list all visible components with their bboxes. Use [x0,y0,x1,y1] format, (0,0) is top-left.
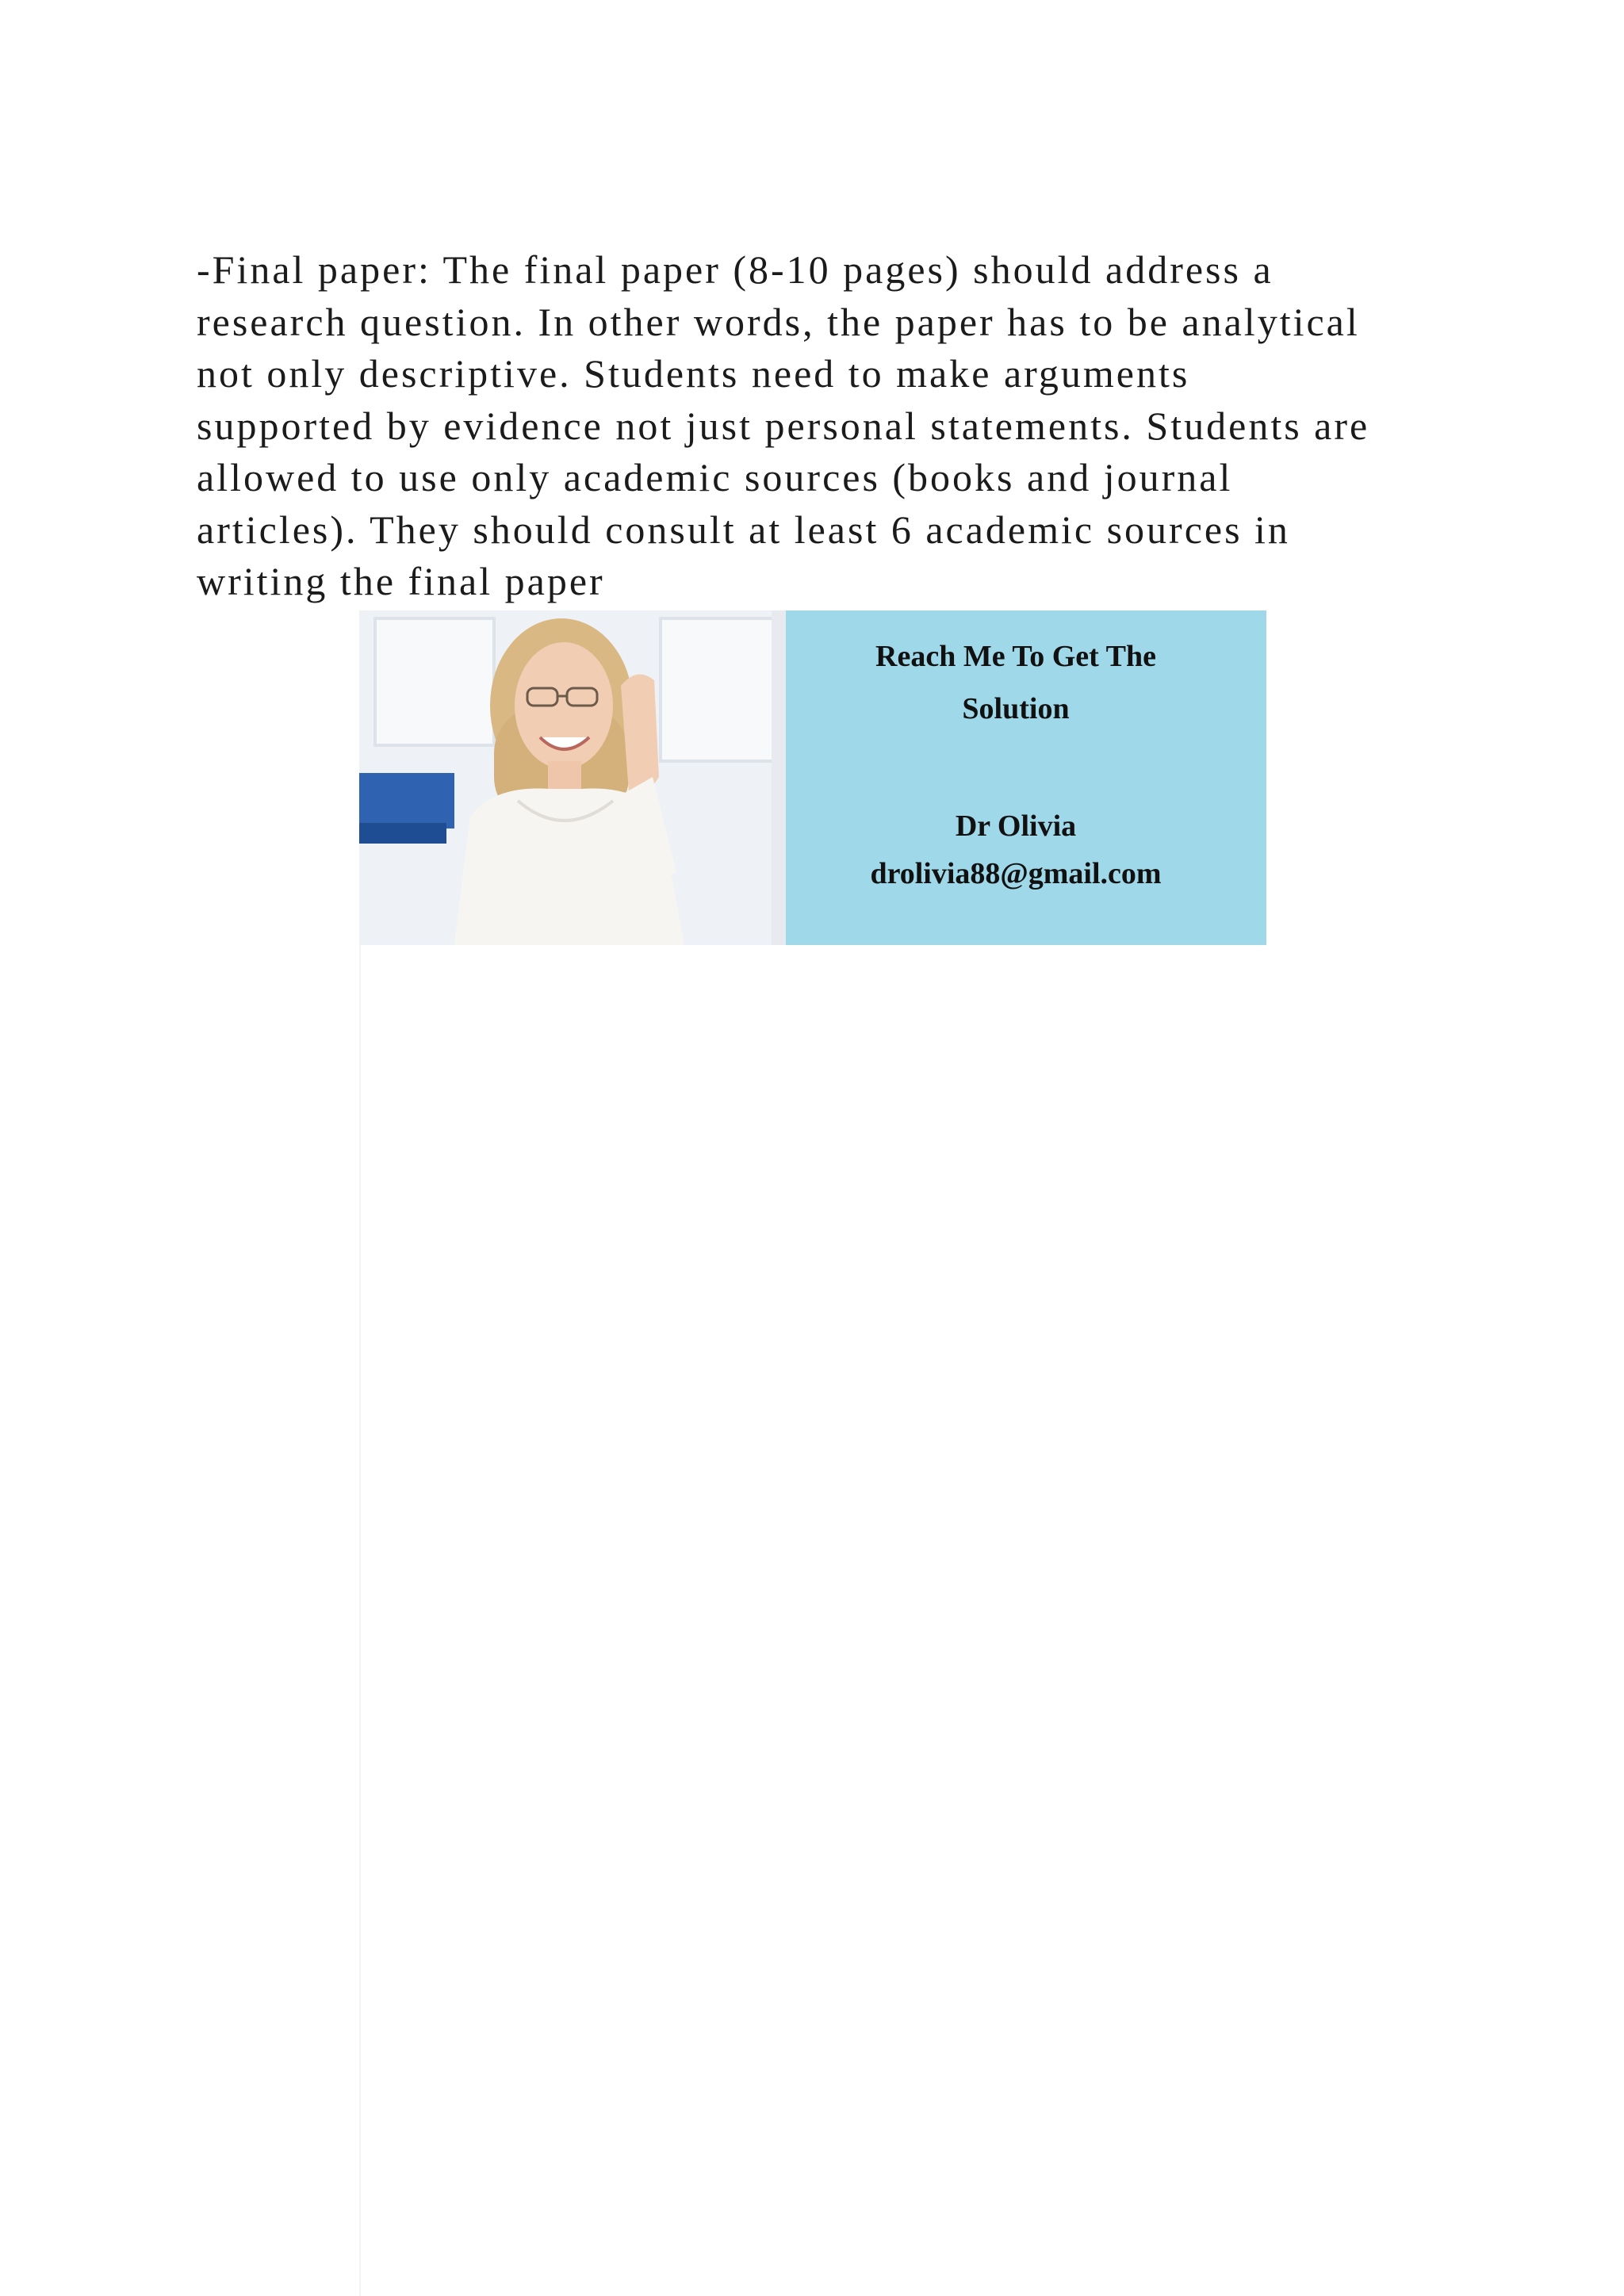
contact-panel [786,610,1266,945]
contact-email: drolivia88@gmail.com [870,857,1162,890]
final-paper-paragraph: -Final paper: The final paper (8-10 pages) should address a research question. In other words, the paper has to be analytical not only descriptive. Students need to make arguments supported by evidence not just personal statements. Students are allowed to use only academic sources (books and journal articles). They should consult at least 6 academic sources in writing the final paper [197,247,1370,603]
woman-photo [359,610,786,945]
banner-headline-2: Solution [962,692,1070,725]
banner-headline: Reach Me To Get The [875,640,1156,673]
woman-photo-illustration [359,610,786,945]
contact-name: Dr Olivia [955,809,1077,843]
scan-edge-line [359,945,361,2296]
contact-banner [359,610,1266,945]
